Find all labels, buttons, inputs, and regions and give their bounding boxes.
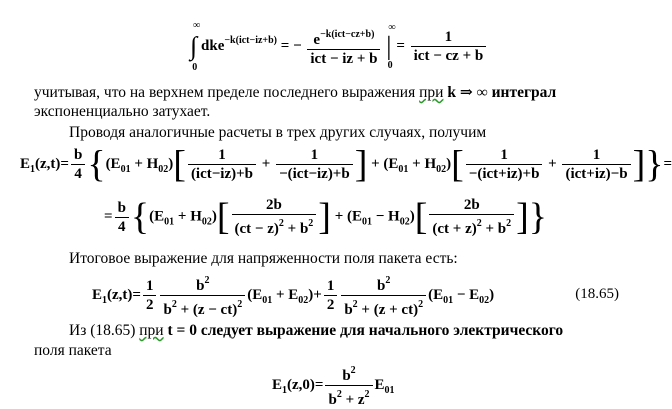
- equation-number: (18.65): [575, 286, 619, 302]
- text-line-6: поля пакета: [34, 342, 112, 359]
- text-line-5: Из (18.65) при t = 0 следует выражение для начального электрического: [69, 322, 564, 339]
- e1-equation-1: $E_1(z,t)=$ $\frac{b}{4}$ {$(E_{01} + H_{02})$[ $\frac{1}{\text{(ict−iz)+b}}$ + $\frac{1}{\text{−(ict−iz)+b}}$ ] + $(E_{01} + H_{02})$[ $\frac{1}{\text{−(ict+iz)+b}}$ + $\frac{1}{\text{(ict+iz)−b}}$ ]}=: [20, 143, 672, 186]
- equation-18-65: $E_1(z,t)=$ $\frac{1}{2}$ $\frac{b^2}{b^2 + (z - ct)^2}$ $(E_{01} + E_{02})+$ $\frac{1}{2}$ $\frac{b^2}{b^2 + (z + ct)^2}$ $(E_{01} - E_{02})$: [92, 272, 494, 319]
- text-line-3: Проводя аналогичные расчеты в трех других случаях, получим: [69, 124, 487, 141]
- e1-equation-2: = $\frac{b}{4}$ {$(E_{01} + H_{02})$[ $\frac{2b}{(ct - z)^2 + b^2}$ ] + $(E_{01} - H_{02})$[ $\frac{2b}{(ct + z)^2 + b^2}$ ]}: [104, 196, 548, 238]
- e1-initial-equation: $E_1(z,0)=$ $\frac{b^2}{b^2 + z^2}$ $E_{01}$: [272, 362, 395, 409]
- text-line-4: Итоговое выражение для напряженности поля пакета есть:: [69, 250, 458, 267]
- text-line-2: экспоненциально затухает.: [34, 103, 211, 120]
- integral-equation: $\int^\infty_0$ dke$^{-k(ict-iz+b)}$ = − $\frac{e^{-k(ict-cz+b)}}{\text{ict − iz + b}}$ $|^\infty_0$ = $\frac{1}{\text{ict − cz + b}}$: [190, 20, 488, 73]
- text-line-1: учитывая, что на верхнем пределе последнего выражения при k ⇒ ∞ интеграл: [34, 84, 557, 101]
